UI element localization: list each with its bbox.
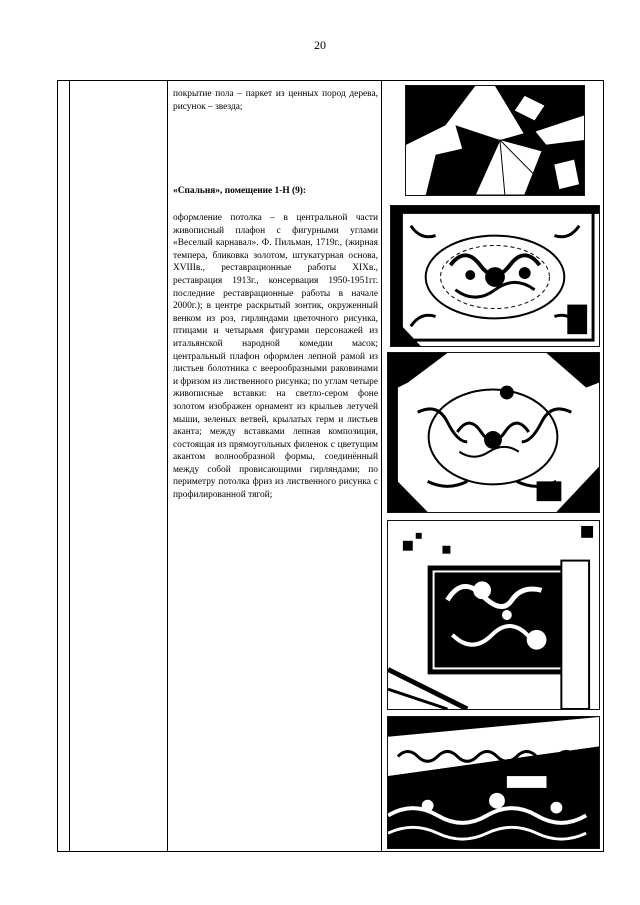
ceiling-insert-photo — [387, 520, 600, 710]
page-number: 20 — [314, 38, 326, 52]
ceiling-frieze-image — [388, 717, 599, 848]
floor-description: покрытие пола – паркет из ценных пород дерева, рисунок – звезда; — [173, 89, 378, 112]
column-divider-3 — [381, 81, 382, 851]
ceiling-plafond-image — [391, 206, 599, 346]
ceiling-description: оформление потолка – в центральной части живописный плафон с фигурными углами «Веселый карнавал». Ф. Пильман, 1719г., (жирная темпера, бликовка золотом, штукатурная основа, XVIIIв., реставрационные работы XIXв., реставрация 1913г., консервация 1950-1951гг. последние реставрационные работы в начале 2000г.); в центре раскрытый зонтик, окруженный венком из роз, гирляндами цветочного рисунка, птицами и четырьмя фигурами персонажей из итальянской народной комедии масок; центральный плафон оформлен лепной рамой из листьев болотника с веерообразными раковинами и фризом из лиственного рисунка; по углам четыре живописные вставки: на светло-сером фоне золотом изображен орнамент из крыльев летучей мыши, зеленых ветвей, крылатых герм и листьев аканта; между вставками лепная композиция, состоящая из прямоугольных филенок с цветущим акантом волнообразной формы, соединённый между собой провисающими гирляндами; по периметру потолка фриз из лиственного рисунка с профилированной тягой; — [173, 213, 378, 501]
ceiling-insert-image — [388, 521, 599, 709]
column-divider-2 — [167, 81, 168, 851]
ceiling-corner-image — [388, 353, 599, 512]
ceiling-plafond-photo — [390, 205, 600, 347]
parquet-star-floor-image — [406, 86, 584, 195]
ceiling-corner-photo — [387, 352, 600, 513]
room-heading: «Спальня», помещение 1-Н (9): — [173, 186, 307, 196]
ceiling-frieze-photo — [387, 716, 600, 849]
parquet-star-floor-photo — [405, 85, 585, 196]
column-divider-1 — [69, 81, 70, 851]
